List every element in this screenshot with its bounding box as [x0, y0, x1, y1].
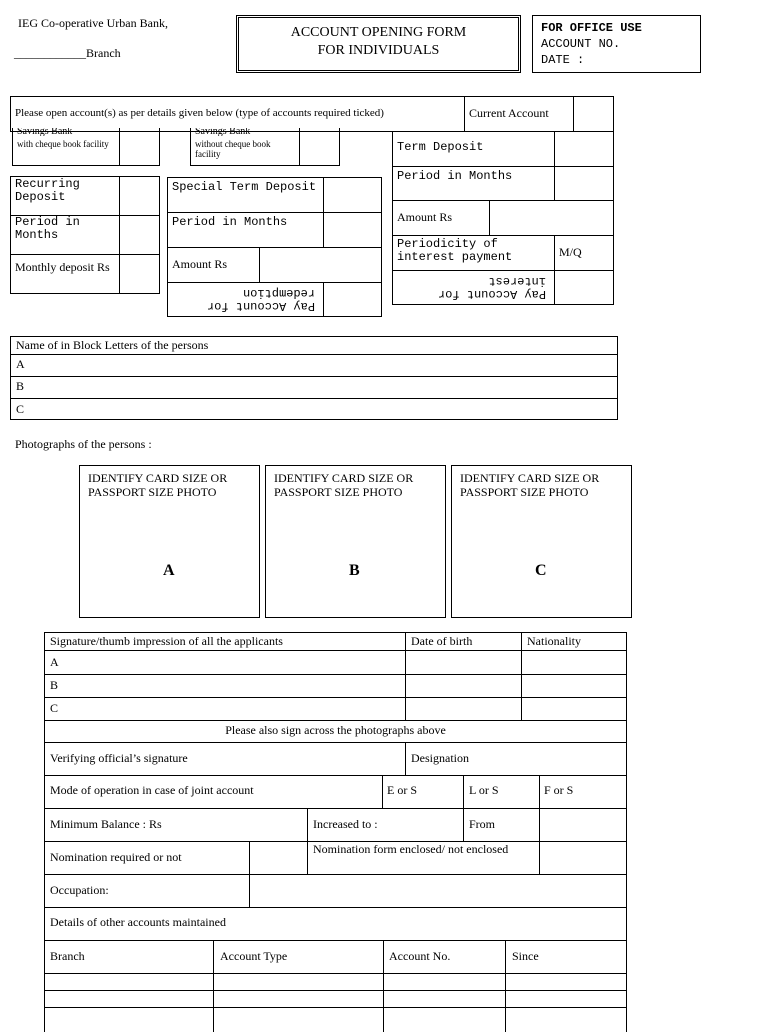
photo-box-c[interactable]	[451, 465, 632, 618]
savings-without-cheque-sub: without cheque book facility	[195, 139, 271, 159]
nationality-header: Nationality	[527, 634, 581, 648]
bank-name: IEG Co-operative Urban Bank,	[18, 16, 168, 30]
photo-box-a-text: IDENTIFY CARD SIZE OR PASSPORT SIZE PHOTO	[88, 471, 228, 499]
savings-with-cheque-tick[interactable]	[119, 128, 160, 166]
special-term-deposit-tick[interactable]	[323, 177, 382, 213]
e-or-s-option[interactable]: E or S	[387, 783, 417, 797]
occupation-label: Occupation:	[50, 883, 109, 897]
designation[interactable]: Designation	[411, 751, 469, 765]
date-label: DATE :	[541, 53, 585, 67]
recurring-deposit-label: Recurring Deposit	[10, 176, 120, 216]
recurring-deposit-tick[interactable]	[119, 176, 160, 216]
from-label[interactable]: From	[469, 817, 496, 831]
account-no-label: ACCOUNT NO.	[541, 37, 621, 51]
photo-letter-b: B	[349, 562, 360, 579]
savings-without-cheque-tick[interactable]	[299, 128, 340, 166]
std-amount-label: Amount Rs	[167, 247, 260, 283]
current-account-tick[interactable]	[573, 96, 614, 132]
savings-with-cheque	[12, 128, 120, 166]
other-accounts-label: Details of other accounts maintained	[50, 915, 226, 929]
pay-account-redemption-label: Pay Account for redemption	[206, 286, 315, 313]
branch-blank[interactable]: ____________	[14, 46, 86, 60]
nomination-form[interactable]: Nomination form enclosed/ not enclosed	[313, 842, 509, 856]
increased-to[interactable]: Increased to :	[313, 817, 378, 831]
rd-period-field[interactable]	[119, 215, 160, 255]
col-account-no: Account No.	[389, 949, 451, 963]
form-title-box	[236, 15, 521, 73]
col-branch: Branch	[50, 949, 85, 963]
form-title-line2: FOR INDIVIDUALS	[317, 43, 440, 58]
savings-with-cheque-sub: with cheque book facility	[17, 139, 109, 149]
std-period-label: Period in Months	[167, 212, 324, 248]
term-deposit-tick[interactable]	[554, 131, 614, 167]
signature-header: Signature/thumb impression of all the applicants	[50, 634, 283, 648]
photo-box-c-text: IDENTIFY CARD SIZE OR PASSPORT SIZE PHOTO	[460, 471, 600, 499]
periodicity-mq[interactable]: M/Q	[554, 235, 614, 271]
photo-box-b[interactable]	[265, 465, 446, 618]
savings-without-cheque-title: Savings Bank	[195, 128, 251, 136]
names-header: Name of in Block Letters of the persons	[16, 338, 209, 352]
periodicity-label: Periodicity of interest payment	[392, 235, 555, 271]
std-amount-field[interactable]	[259, 247, 382, 283]
table-row[interactable]	[45, 990, 626, 991]
mode-operation: Mode of operation in case of joint account	[50, 783, 254, 797]
office-use-title: FOR OFFICE USE	[541, 21, 642, 35]
rd-period-label: Period in Months	[10, 215, 120, 255]
special-term-deposit-label: Special Term Deposit	[167, 177, 324, 213]
col-since: Since	[512, 949, 539, 963]
term-amount-field[interactable]	[489, 200, 614, 236]
branch-line	[14, 46, 121, 61]
dob-header: Date of birth	[411, 634, 473, 648]
savings-without-cheque	[190, 128, 300, 166]
photo-letter-c: C	[535, 562, 547, 579]
pay-account-redemption-box	[167, 282, 324, 317]
photo-box-a[interactable]	[79, 465, 260, 618]
min-balance[interactable]: Minimum Balance : Rs	[50, 817, 162, 831]
pay-account-interest-field[interactable]	[554, 270, 614, 305]
table-row[interactable]	[45, 1007, 626, 1008]
term-period-field[interactable]	[554, 166, 614, 201]
office-use-box	[532, 15, 701, 73]
savings-with-cheque-title: Savings Bank	[17, 128, 73, 136]
verifying-signature[interactable]: Verifying official’s signature	[50, 751, 188, 765]
term-deposit-label: Term Deposit	[392, 131, 555, 167]
l-or-s-option[interactable]: L or S	[469, 783, 499, 797]
nomination-required: Nomination required or not	[50, 850, 182, 864]
sign-across-note: Please also sign across the photographs above	[225, 723, 446, 737]
monthly-deposit-field[interactable]	[119, 254, 160, 294]
form-title-line1: ACCOUNT OPENING FORM	[290, 25, 467, 40]
branch-label: Branch	[86, 46, 121, 60]
details-table	[44, 632, 627, 1032]
monthly-deposit-label: Monthly deposit Rs	[10, 254, 120, 294]
signature-row-c[interactable]: C	[50, 701, 59, 715]
name-row-b[interactable]: B	[16, 379, 25, 393]
term-period-label: Period in Months	[392, 166, 555, 201]
photo-box-b-text: IDENTIFY CARD SIZE OR PASSPORT SIZE PHOTO	[274, 471, 414, 499]
name-row-a[interactable]: A	[16, 357, 25, 371]
signature-row-b[interactable]: B	[50, 678, 59, 692]
pay-account-interest-box	[392, 270, 555, 305]
pay-account-redemption-field[interactable]	[323, 282, 382, 317]
std-period-field[interactable]	[323, 212, 382, 248]
pay-account-interest-label: Pay Account for interest	[437, 274, 546, 301]
names-table	[10, 336, 618, 420]
term-amount-label: Amount Rs	[392, 200, 490, 236]
signature-row-a[interactable]: A	[50, 655, 59, 669]
account-intro: Please open account(s) as per details given below (type of accounts required ticked)	[10, 96, 465, 132]
photos-label: Photographs of the persons :	[15, 437, 152, 451]
f-or-s-option[interactable]: F or S	[544, 783, 574, 797]
photo-letter-a: A	[163, 562, 175, 579]
name-row-c[interactable]: C	[16, 402, 25, 416]
col-account-type: Account Type	[220, 949, 288, 963]
current-account-label: Current Account	[464, 96, 574, 132]
